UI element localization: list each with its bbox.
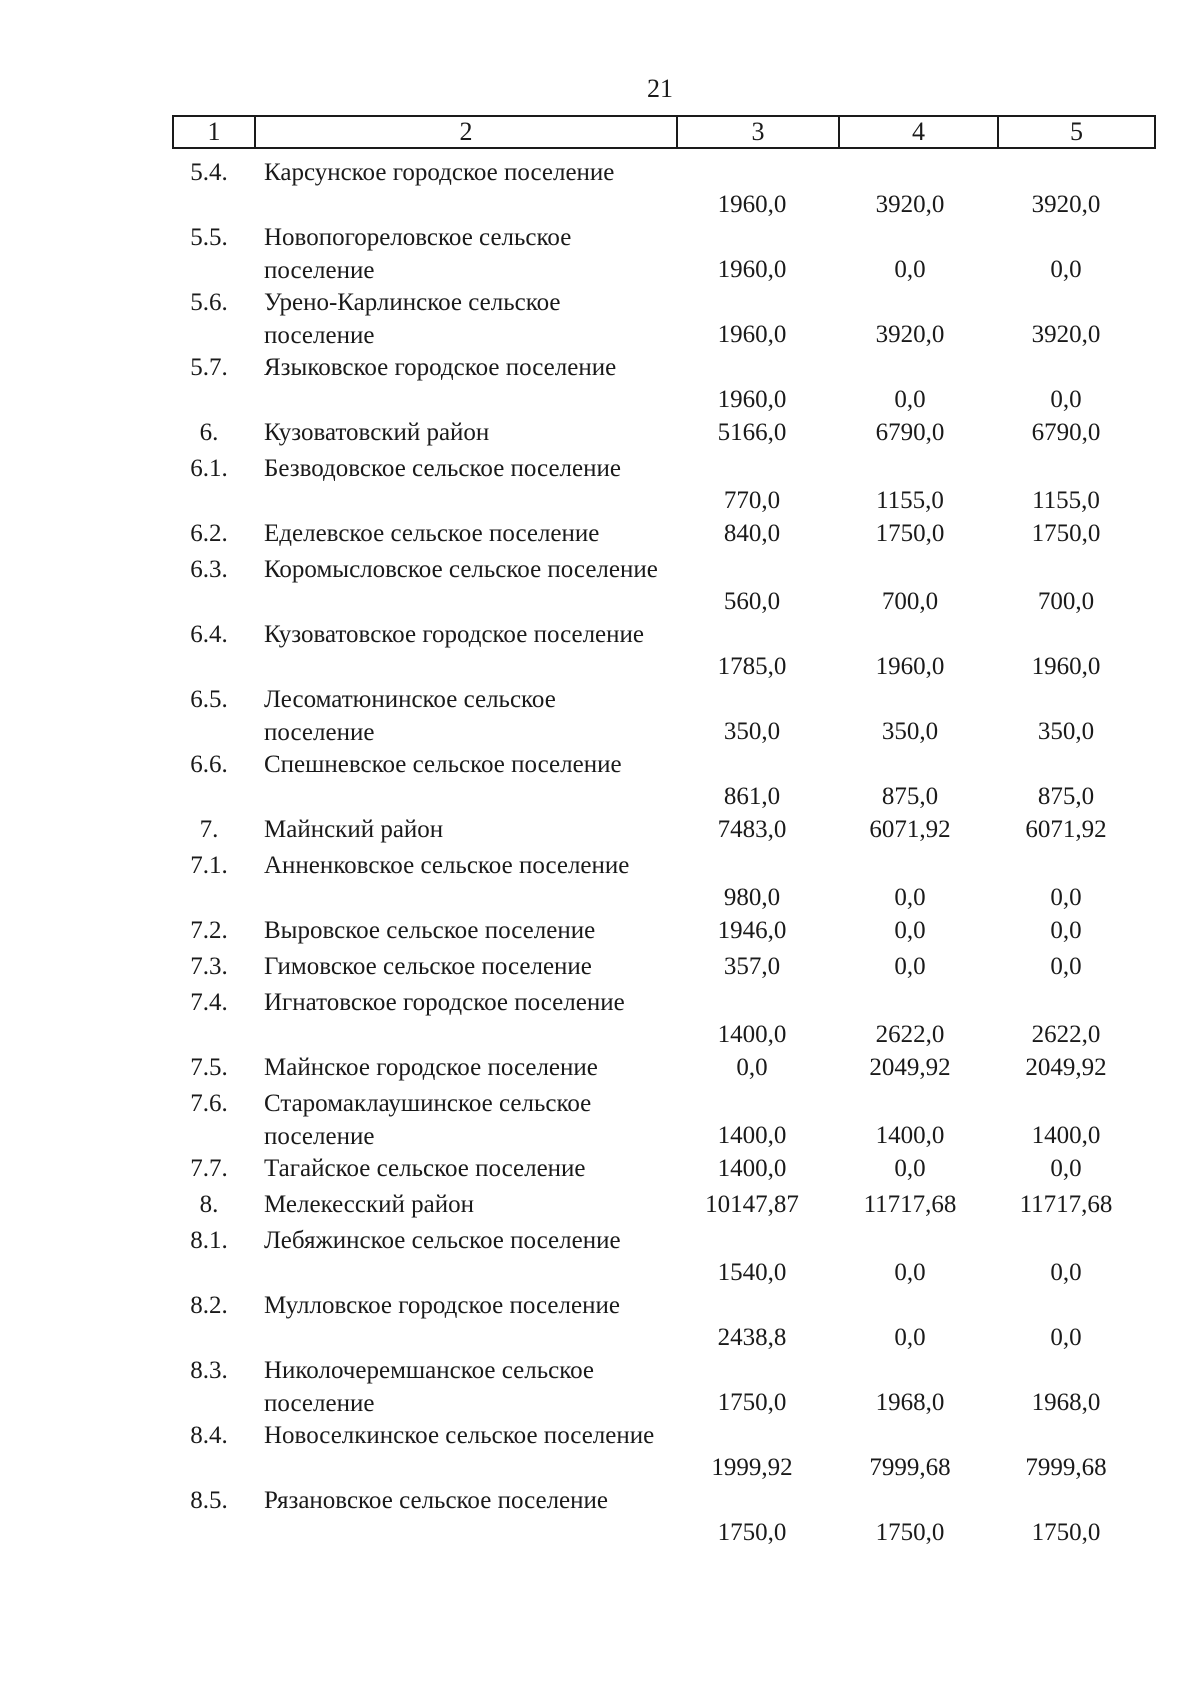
value-col-4: 1750,0 (875, 1519, 945, 1546)
value-col-4: 6790,0 (875, 419, 945, 446)
value-col-5: 0,0 (1050, 1259, 1082, 1286)
row-number: 6.6. (190, 751, 228, 778)
row-number: 5.6. (190, 289, 228, 316)
value-col-4: 0,0 (894, 884, 926, 911)
value-col-5: 1400,0 (1031, 1122, 1101, 1149)
row-number: 7. (199, 816, 219, 843)
row-number: 7.2. (190, 917, 228, 944)
table-row (0, 286, 1200, 351)
table-row (0, 1484, 1200, 1549)
value-col-3: 1999,92 (711, 1454, 793, 1481)
value-col-3: 357,0 (723, 953, 781, 980)
value-col-5: 350,0 (1037, 718, 1095, 745)
row-number: 5.7. (190, 354, 228, 381)
page-number: 21 (647, 74, 673, 103)
value-col-3: 840,0 (723, 520, 781, 547)
value-col-3: 1750,0 (717, 1519, 787, 1546)
table-row (0, 452, 1200, 517)
value-col-5: 1968,0 (1031, 1389, 1101, 1416)
value-col-4: 0,0 (894, 1155, 926, 1182)
value-col-5: 0,0 (1050, 256, 1082, 283)
value-col-5: 6790,0 (1031, 419, 1101, 446)
value-col-3: 1960,0 (717, 321, 787, 348)
header-col-4: 4 (839, 116, 998, 148)
row-name: Старомаклаушинское сельское поселение (264, 1090, 592, 1150)
value-col-4: 1960,0 (875, 653, 945, 680)
table-row (0, 748, 1200, 813)
value-col-4: 0,0 (894, 256, 926, 283)
header-col-5: 5 (998, 116, 1155, 148)
row-name: Майнское городское поселение (264, 1054, 598, 1081)
table-body (0, 156, 1200, 1549)
value-col-5: 3920,0 (1031, 321, 1101, 348)
row-number: 6.2. (190, 520, 228, 547)
value-col-3: 980,0 (723, 884, 781, 911)
row-name: Майнский район (264, 816, 444, 843)
header-col-2: 2 (255, 116, 677, 148)
value-col-4: 0,0 (894, 953, 926, 980)
value-col-3: 861,0 (723, 783, 781, 810)
row-number: 7.1. (190, 852, 228, 879)
value-col-4: 0,0 (894, 917, 926, 944)
value-col-5: 3920,0 (1031, 191, 1101, 218)
table-row (0, 517, 1200, 553)
value-col-5: 7999,68 (1025, 1454, 1107, 1481)
value-col-3: 1960,0 (717, 386, 787, 413)
row-name: Тагайское сельское поселение (264, 1155, 586, 1182)
row-number: 8.4. (190, 1422, 228, 1449)
row-number: 6.1. (190, 455, 228, 482)
row-name: Урено-Карлинское сельское поселение (264, 289, 561, 349)
value-col-4: 1968,0 (875, 1389, 945, 1416)
row-number: 8.1. (190, 1227, 228, 1254)
row-name: Николочеремшанское сельское поселение (264, 1357, 594, 1417)
table-row (0, 351, 1200, 416)
row-name: Мулловское городское поселение (264, 1292, 620, 1319)
row-number: 6.3. (190, 556, 228, 583)
table-row (0, 1188, 1200, 1224)
table-row (0, 1051, 1200, 1087)
value-col-3: 560,0 (723, 588, 781, 615)
value-col-3: 1540,0 (717, 1259, 787, 1286)
value-col-5: 875,0 (1037, 783, 1095, 810)
value-col-5: 0,0 (1050, 386, 1082, 413)
table-row (0, 1354, 1200, 1419)
row-name: Коромысловское сельское поселение (264, 556, 658, 583)
table-row (0, 914, 1200, 950)
value-col-3: 1960,0 (717, 191, 787, 218)
value-col-3: 0,0 (736, 1054, 768, 1081)
row-name: Игнатовское городское поселение (264, 989, 625, 1016)
row-name: Карсунское городское поселение (264, 159, 615, 186)
value-col-4: 7999,68 (869, 1454, 951, 1481)
value-col-4: 1750,0 (875, 520, 945, 547)
table-row (0, 683, 1200, 748)
row-name: Новоселкинское сельское поселение (264, 1422, 655, 1449)
table-row (0, 156, 1200, 221)
column-header-table (172, 115, 1156, 149)
table-row (0, 1419, 1200, 1484)
value-col-5: 1960,0 (1031, 653, 1101, 680)
value-col-3: 350,0 (723, 718, 781, 745)
value-col-5: 2622,0 (1031, 1021, 1101, 1048)
table-row (0, 1152, 1200, 1188)
value-col-5: 1750,0 (1031, 520, 1101, 547)
row-name: Новопогореловское сельское поселение (264, 224, 572, 284)
row-name: Спешневское сельское поселение (264, 751, 622, 778)
value-col-5: 0,0 (1050, 917, 1082, 944)
header-col-3: 3 (677, 116, 839, 148)
row-name: Выровское сельское поселение (264, 917, 596, 944)
value-col-3: 1400,0 (717, 1021, 787, 1048)
table-row (0, 221, 1200, 286)
value-col-5: 11717,68 (1019, 1191, 1113, 1218)
value-col-4: 6071,92 (869, 816, 951, 843)
value-col-5: 1155,0 (1032, 487, 1100, 514)
row-number: 7.6. (190, 1090, 228, 1117)
value-col-3: 10147,87 (705, 1191, 799, 1218)
value-col-4: 350,0 (881, 718, 939, 745)
value-col-4: 1155,0 (876, 487, 944, 514)
value-col-4: 1400,0 (875, 1122, 945, 1149)
value-col-4: 2049,92 (869, 1054, 951, 1081)
row-name: Кузоватовское городское поселение (264, 621, 645, 648)
value-col-3: 1400,0 (717, 1155, 787, 1182)
row-number: 7.4. (190, 989, 228, 1016)
value-col-3: 1750,0 (717, 1389, 787, 1416)
value-col-3: 770,0 (723, 487, 781, 514)
value-col-5: 6071,92 (1025, 816, 1107, 843)
value-col-3: 2438,8 (717, 1324, 787, 1351)
table-row (0, 986, 1200, 1051)
row-number: 8.5. (190, 1487, 228, 1514)
value-col-4: 2622,0 (875, 1021, 945, 1048)
table-row (0, 813, 1200, 849)
row-name: Лесоматюнинское сельское поселение (264, 686, 556, 746)
table-row (0, 849, 1200, 914)
row-name: Безводовское сельское поселение (264, 455, 621, 482)
value-col-5: 0,0 (1050, 884, 1082, 911)
value-col-4: 0,0 (894, 1259, 926, 1286)
value-col-3: 5166,0 (717, 419, 787, 446)
row-name: Анненковское сельское поселение (264, 852, 630, 879)
row-number: 7.5. (190, 1054, 228, 1081)
table-row (0, 618, 1200, 683)
value-col-5: 1750,0 (1031, 1519, 1101, 1546)
row-name: Лебяжинское сельское поселение (264, 1227, 621, 1254)
value-col-4: 3920,0 (875, 191, 945, 218)
row-name: Кузоватовский район (264, 419, 490, 446)
row-number: 7.3. (190, 953, 228, 980)
table-row (0, 1224, 1200, 1289)
value-col-5: 0,0 (1050, 1155, 1082, 1182)
value-col-5: 0,0 (1050, 953, 1082, 980)
row-number: 6.5. (190, 686, 228, 713)
value-col-3: 1960,0 (717, 256, 787, 283)
value-col-5: 0,0 (1050, 1324, 1082, 1351)
row-number: 7.7. (190, 1155, 228, 1182)
row-name: Мелекесский район (264, 1191, 475, 1218)
row-name: Гимовское сельское поселение (264, 953, 592, 980)
value-col-4: 875,0 (881, 783, 939, 810)
value-col-3: 1946,0 (717, 917, 787, 944)
row-name: Языковское городское поселение (264, 354, 617, 381)
table-row (0, 1087, 1200, 1152)
table-row (0, 1289, 1200, 1354)
value-col-4: 0,0 (894, 1324, 926, 1351)
table-row (0, 416, 1200, 452)
row-name: Рязановское сельское поселение (264, 1487, 609, 1514)
row-number: 8.3. (190, 1357, 228, 1384)
value-col-3: 7483,0 (717, 816, 787, 843)
row-number: 6.4. (190, 621, 228, 648)
row-number: 8. (199, 1191, 219, 1218)
row-number: 6. (199, 419, 219, 446)
value-col-4: 3920,0 (875, 321, 945, 348)
value-col-4: 11717,68 (863, 1191, 957, 1218)
value-col-5: 700,0 (1037, 588, 1095, 615)
value-col-4: 700,0 (881, 588, 939, 615)
header-col-1: 1 (173, 116, 255, 148)
value-col-3: 1785,0 (717, 653, 787, 680)
row-number: 5.5. (190, 224, 228, 251)
row-name: Еделевское сельское поселение (264, 520, 600, 547)
table-row (0, 553, 1200, 618)
value-col-5: 2049,92 (1025, 1054, 1107, 1081)
value-col-4: 0,0 (894, 386, 926, 413)
row-number: 5.4. (190, 159, 228, 186)
value-col-3: 1400,0 (717, 1122, 787, 1149)
table-row (0, 950, 1200, 986)
header-row (173, 116, 1155, 148)
row-number: 8.2. (190, 1292, 228, 1319)
